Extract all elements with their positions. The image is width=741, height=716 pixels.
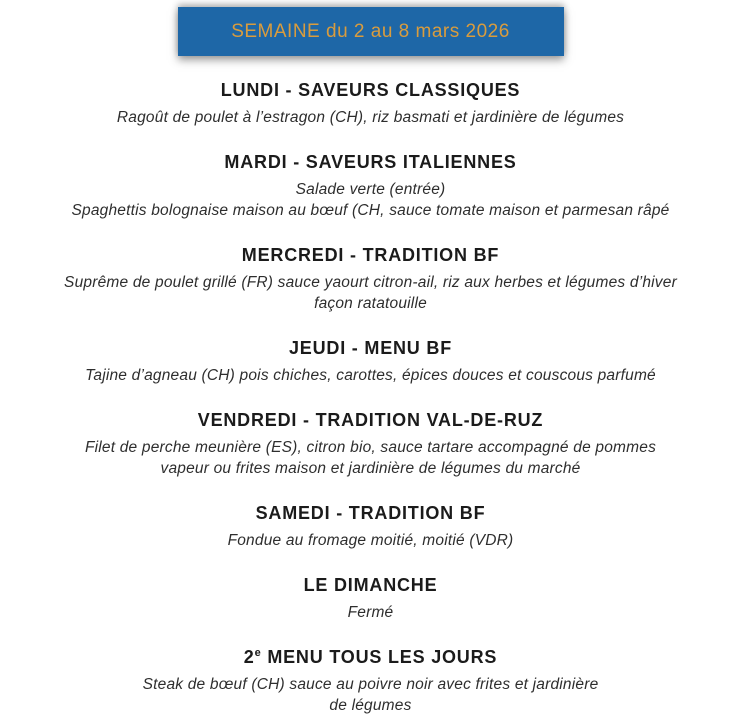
day-heading: JEUDI - MENU BF [288,338,452,358]
day-heading: LUNDI - SAVEURS CLASSIQUES [220,80,521,100]
day-heading: SAMEDI - TRADITION BF [255,503,486,523]
menu-line: Suprême de poulet grillé (FR) sauce yaourt citron-ail, riz aux herbes et légumes d’hiver [64,274,677,291]
menu-line: Spaghettis bolognaise maison au bœuf (CH, sauce tomate maison et parmesan râpé [71,202,670,219]
day-section [0,574,741,623]
menu-line: Salade verte (entrée) [295,181,446,198]
day-heading: LE DIMANCHE [303,575,438,595]
day-section [0,79,741,128]
menu-line: Filet de perche meunière (ES), citron bio, sauce tartare accompagné de pommes [84,439,657,456]
day-heading: MARDI - SAVEURS ITALIENNES [224,152,517,172]
menu-line: Steak de bœuf (CH) sauce au poivre noir avec frites et jardinière [142,676,599,693]
day-section [0,409,741,479]
menu-line: de légumes [329,697,412,714]
day-heading: VENDREDI - TRADITION VAL-DE-RUZ [197,410,544,430]
week-banner-title: SEMAINE du 2 au 8 mars 2026 [231,20,510,42]
day-section [0,646,741,716]
menu-sections [0,56,741,716]
weekly-menu-page [0,7,741,716]
menu-line: Ragoût de poulet à l’estragon (CH), riz basmati et jardinière de légumes [116,109,625,126]
day-heading: 2e MENU TOUS LES JOURS [243,647,498,667]
menu-line: Fermé [347,604,394,621]
day-section [0,337,741,386]
week-banner [178,7,564,56]
day-heading: MERCREDI - TRADITION BF [241,245,500,265]
day-section [0,244,741,314]
menu-line: vapeur ou frites maison et jardinière de légumes du marché [160,460,581,477]
day-section [0,502,741,551]
menu-line: Fondue au fromage moitié, moitié (VDR) [227,532,514,549]
menu-line: Tajine d’agneau (CH) pois chiches, carottes, épices douces et couscous parfumé [85,367,656,384]
day-section [0,151,741,221]
menu-line: façon ratatouille [314,295,427,312]
